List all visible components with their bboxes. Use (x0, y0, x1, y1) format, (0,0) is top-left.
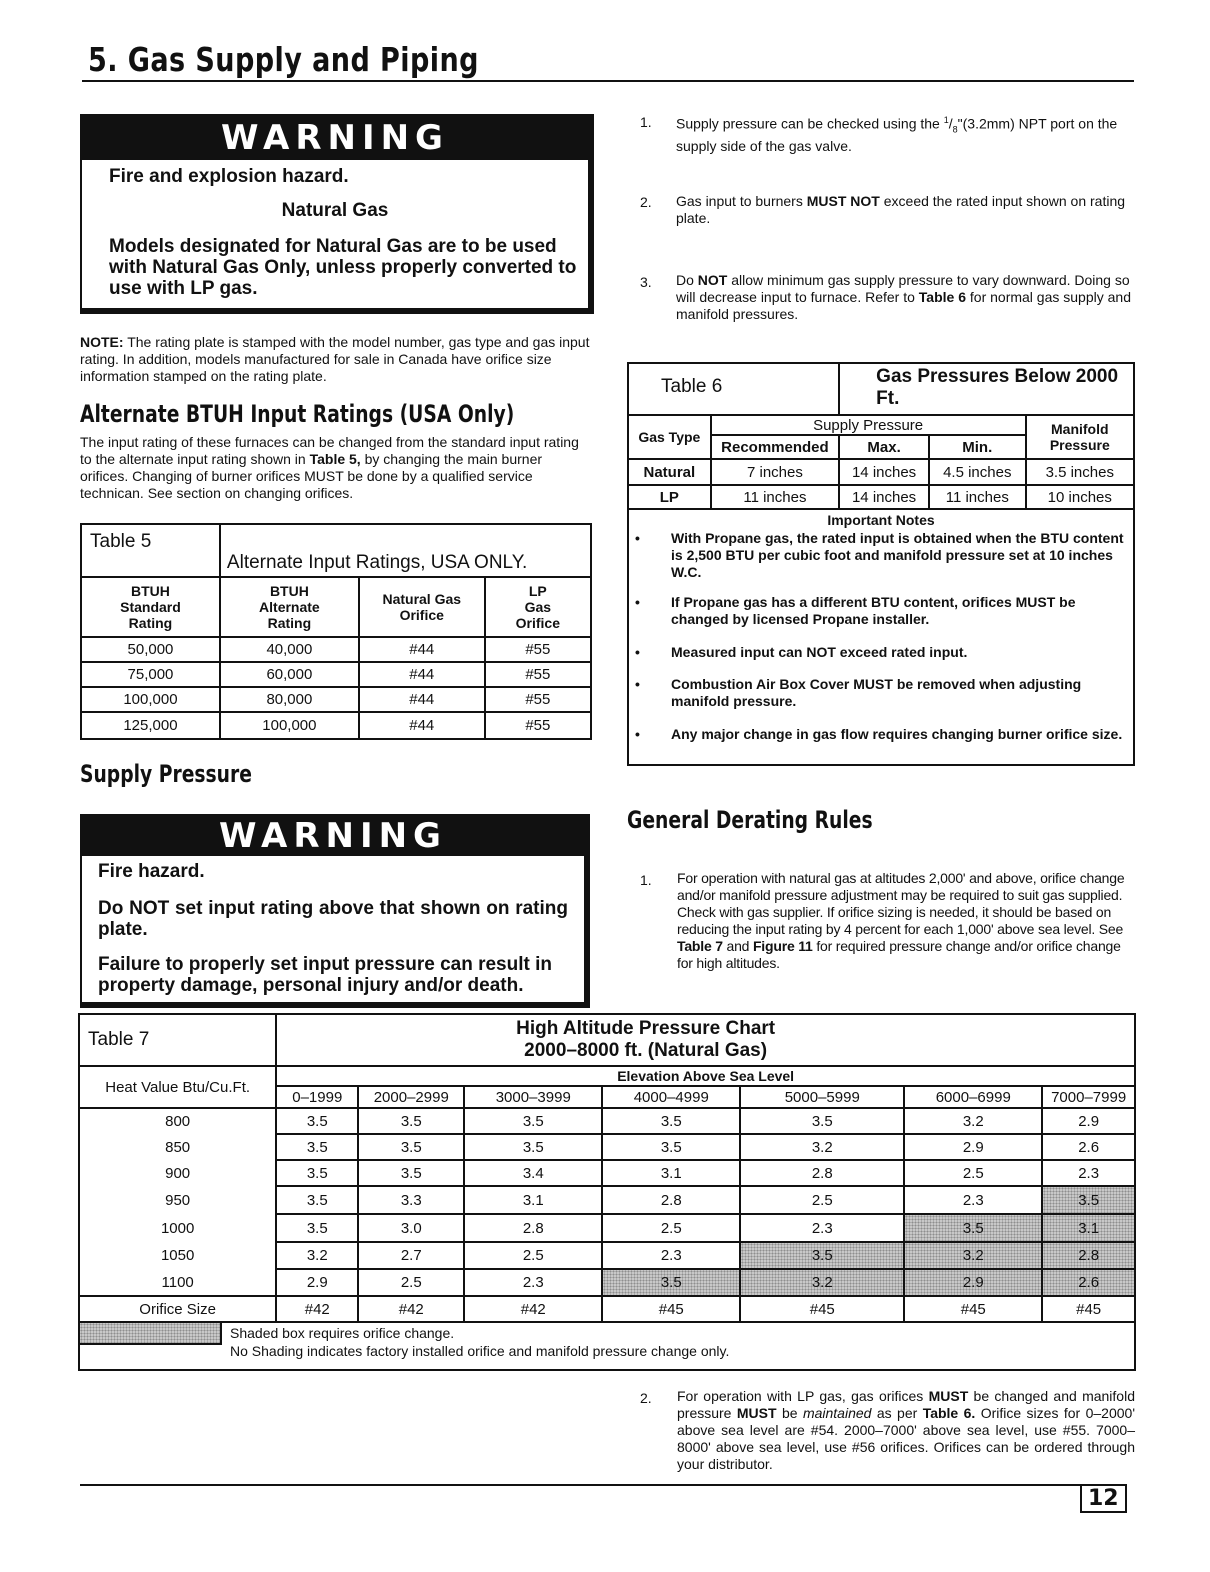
table7-cell: 3.5 (602, 1134, 740, 1160)
table7-cell: 3.4 (464, 1160, 602, 1186)
right-list-num-3: 3. (640, 274, 652, 290)
table7-orifice-cell: #42 (358, 1296, 464, 1322)
table6-cell: 11 inches (711, 485, 840, 509)
table-6 (627, 362, 1135, 766)
title-rule (82, 80, 1134, 82)
table5-header: BTUH Standard Rating (81, 577, 220, 637)
table7-cell: 3.5 (464, 1108, 602, 1134)
alt-btuh-text-a: The input rating of these furnaces can be changed from the standard input rating to the alternate input rating shown in (80, 434, 579, 467)
table7-cell: 2.3 (464, 1269, 602, 1296)
table5-cell: #44 (359, 662, 485, 687)
table6-subheader: Recommended (711, 435, 840, 459)
table6-cell: 14 inches (839, 485, 929, 509)
table7-title (276, 1014, 1135, 1066)
table5-header: Natural Gas Orifice (359, 577, 485, 637)
table7-cell: 2.9 (276, 1269, 358, 1296)
warning-1-line2: Natural Gas (281, 200, 389, 221)
note-paragraph (80, 334, 590, 385)
page-number: 12 (1080, 1484, 1127, 1513)
legend-shaded-swatch (80, 1323, 222, 1345)
derating-2-text-b: be changed and manifold pressure (677, 1388, 1135, 1421)
table7-title-line2: 2000–8000 ft. (Natural Gas) (524, 1040, 768, 1061)
table7-heat-cell: 1100 (79, 1269, 276, 1296)
derating-1-bold1: Table 7 (677, 938, 723, 954)
table5-header: LP Gas Orifice (485, 577, 591, 637)
warning-banner-1: WARNING (82, 116, 588, 160)
table7-cell-shaded: 2.8 (1042, 1242, 1135, 1269)
bullet-icon: • (635, 594, 640, 610)
derating-1-text-b: and (722, 938, 753, 954)
table5-cell: 125,000 (81, 712, 220, 739)
table7-heat-cell: 1000 (79, 1214, 276, 1242)
table7-cell: 2.3 (1042, 1160, 1135, 1186)
table7-cell: 2.3 (602, 1242, 740, 1269)
right-list-3-bold2: Table 6 (918, 289, 966, 305)
table6-cell: Natural (628, 459, 711, 485)
derating-1-bold2: Figure 11 (752, 938, 813, 954)
table7-cell: 3.0 (358, 1214, 464, 1242)
table5-cell: #44 (359, 712, 485, 739)
note-label: NOTE: (80, 334, 124, 350)
right-list-item-1: Supply pressure can be checked using the $^1/_8"(3.2mm)$ NPT port on the supply side of the gas valve. (676, 115, 1118, 155)
table6-cell: 4.5 inches (929, 459, 1026, 485)
table6-subheader: Max. (839, 435, 929, 459)
bullet-icon: • (635, 644, 640, 660)
table7-cell: 3.5 (740, 1108, 904, 1134)
table5-title: Alternate Input Ratings, USA ONLY. (220, 524, 591, 577)
table7-heat-cell: 1050 (79, 1242, 276, 1269)
legend-line1: Shaded box requires orifice change. (230, 1325, 455, 1341)
warning-1-line3: Models designated for Natural Gas are to be used with Natural Gas Only, unless properly converted to use with LP gas. (109, 236, 577, 299)
table6-notes-title: Important Notes (827, 512, 935, 528)
table5-cell: #55 (485, 687, 591, 712)
derating-item-1 (677, 870, 1135, 972)
table7-cell: 2.5 (358, 1269, 464, 1296)
table7-col-header: 7000–7999 (1042, 1086, 1135, 1108)
table7-cell: 2.7 (358, 1242, 464, 1269)
table6-note: With Propane gas, the rated input is obtained when the BTU content is 2,500 BTU per cubic foot and manifold pressure set at 10 inches W.C. (671, 530, 1124, 580)
table6-manifold-header: Manifold Pressure (1026, 415, 1134, 459)
table7-cell: 3.5 (358, 1134, 464, 1160)
right-list-3-text-c: for normal gas supply and manifold pressures. (676, 289, 1131, 322)
table7-orifice-cell: #45 (1042, 1296, 1135, 1322)
table7-cell: 3.5 (358, 1160, 464, 1186)
alt-btuh-text-b: by changing the main burner orifices. Changing of burner orifices MUST be done by a qualified service technican. See section on changing orifices. (80, 451, 543, 501)
table7-col-header: 4000–4999 (602, 1086, 740, 1108)
right-list-3-bold: NOT (697, 272, 728, 288)
table5-header: BTUH Alternate Rating (220, 577, 359, 637)
table-5 (80, 523, 592, 740)
table7-cell-shaded: 3.5 (904, 1214, 1042, 1242)
derating-2-text-d: as per (871, 1405, 923, 1421)
alt-btuh-paragraph (80, 434, 590, 502)
derating-2-text-c: be (776, 1405, 803, 1421)
table6-label: Table 6 (628, 363, 839, 415)
warning-box-2 (80, 814, 590, 1008)
table5-cell: 40,000 (220, 637, 359, 662)
table7-legend (79, 1322, 1135, 1370)
table7-cell: 2.5 (740, 1186, 904, 1214)
table7-cell: 3.5 (358, 1108, 464, 1134)
table5-cell: #55 (485, 662, 591, 687)
table5-cell: 80,000 (220, 687, 359, 712)
table6-title: Gas Pressures Below 2000 Ft. (839, 363, 1134, 415)
table7-col-header: 2000–2999 (358, 1086, 464, 1108)
table5-cell: 60,000 (220, 662, 359, 687)
right-list-num-1: 1. (640, 114, 652, 130)
derating-2-text-a: For operation with LP gas, gas orifices (677, 1388, 929, 1404)
table7-cell: 3.1 (602, 1160, 740, 1186)
warning-2-line1: Fire hazard. (98, 861, 205, 882)
table7-cell: 3.5 (276, 1108, 358, 1134)
warning-banner-2: WARNING (82, 816, 584, 856)
table5-label: Table 5 (81, 524, 220, 577)
legend-line2: No Shading indicates factory installed orifice and manifold pressure change only. (230, 1343, 730, 1359)
table7-cell-shaded: 3.1 (1042, 1214, 1135, 1242)
table7-cell: 2.5 (464, 1242, 602, 1269)
table7-cell-shaded: 3.5 (740, 1242, 904, 1269)
table6-cell: 7 inches (711, 459, 840, 485)
table7-cell-shaded: 3.2 (904, 1242, 1042, 1269)
right-list-2-text-b: exceed the rated input shown on rating plate. (676, 193, 1126, 226)
table7-cell: 3.5 (276, 1186, 358, 1214)
right-list-2-bold: MUST NOT (806, 193, 880, 209)
table7-elevation-header: Elevation Above Sea Level (276, 1066, 1135, 1086)
derating-2-italic: maintained (802, 1405, 872, 1421)
warning-box-1 (80, 114, 594, 314)
derating-item-2 (677, 1388, 1135, 1473)
derating-2-bold2: MUST (736, 1405, 777, 1421)
right-list-2-text-a: Gas input to burners (676, 193, 807, 209)
table7-cell: 2.5 (602, 1214, 740, 1242)
table7-cell-shaded: 3.5 (602, 1269, 740, 1296)
table7-cell: 3.2 (740, 1134, 904, 1160)
table5-cell: #55 (485, 712, 591, 739)
table5-cell: #44 (359, 687, 485, 712)
table7-orifice-cell: #42 (464, 1296, 602, 1322)
table7-cell: 3.5 (464, 1134, 602, 1160)
table7-heat-cell: 800 (79, 1108, 276, 1134)
table7-col-header: 6000–6999 (904, 1086, 1042, 1108)
warning-2-line3: Failure to properly set input pressure can result in property damage, personal injury and/or death. (98, 954, 552, 996)
bullet-icon: • (635, 676, 640, 692)
table7-cell: 2.9 (1042, 1108, 1135, 1134)
table6-cell: 10 inches (1026, 485, 1134, 509)
table7-cell: 3.5 (602, 1108, 740, 1134)
table7-cell-shaded: 3.5 (1042, 1186, 1135, 1214)
derating-heading: General Derating Rules (627, 806, 873, 834)
footer-rule (80, 1484, 1080, 1486)
table6-note: Any major change in gas flow requires changing burner orifice size. (671, 726, 1123, 742)
table6-cell: 14 inches (839, 459, 929, 485)
table7-orifice-label: Orifice Size (79, 1296, 276, 1322)
table7-title-line1: High Altitude Pressure Chart (516, 1018, 776, 1039)
table7-orifice-cell: #45 (602, 1296, 740, 1322)
right-list-num-2: 2. (640, 194, 652, 210)
table6-cell: LP (628, 485, 711, 509)
table6-cell: 3.5 inches (1026, 459, 1134, 485)
alt-btuh-table-ref: Table 5, (309, 451, 361, 467)
table6-note: If Propane gas has a different BTU content, orifices MUST be changed by licensed Propane installer. (671, 594, 1076, 627)
table5-cell: 100,000 (81, 687, 220, 712)
table7-cell-shaded: 2.9 (904, 1269, 1042, 1296)
table6-note: Measured input can NOT exceed rated input. (671, 644, 968, 660)
table7-cell-shaded: 3.2 (740, 1269, 904, 1296)
derating-1-text-a: For operation with natural gas at altitudes 2,000' and above, orifice change and/or manifold pressure adjustment may be required to suit gas supplied. Check with gas supplier. If orifice sizing is needed, it should be based on reducing the input rating by 4 percent for each 1,000' above sea level. See (677, 870, 1125, 937)
alt-btuh-heading: Alternate BTUH Input Ratings (USA Only) (80, 400, 515, 428)
table7-label: Table 7 (79, 1014, 276, 1066)
derating-1-text-c: for required pressure change and/or orifice change for high altitudes. (677, 938, 1121, 971)
page-title: 5. Gas Supply and Piping (88, 40, 479, 79)
table7-cell: 3.5 (276, 1160, 358, 1186)
table7-cell: 2.8 (740, 1160, 904, 1186)
table7-cell: 3.2 (276, 1242, 358, 1269)
table5-cell: #44 (359, 637, 485, 662)
right-list-item-2 (676, 193, 1136, 227)
table7-col-header: 3000–3999 (464, 1086, 602, 1108)
right-list-3-text-a: Do (676, 272, 698, 288)
table6-gas-type-header: Gas Type (628, 415, 711, 459)
table7-cell: 2.9 (904, 1134, 1042, 1160)
table6-note: Combustion Air Box Cover MUST be removed when adjusting manifold pressure. (671, 676, 1082, 709)
derating-2-text-e: Orifice sizes for 0–2000' above sea level are #54. 2000–7000' above sea level, use #55. 7000–8000' above sea level, use #56 orifices. Orifices can be ordered through your distributor. (677, 1405, 1135, 1472)
derating-num-2: 2. (640, 1390, 652, 1406)
table6-supply-header: Supply Pressure (711, 415, 1026, 435)
table6-notes-cell (628, 509, 1134, 765)
table7-cell: 3.2 (904, 1108, 1042, 1134)
warning-1-line1: Fire and explosion hazard. (109, 166, 349, 187)
table7-cell: 2.5 (904, 1160, 1042, 1186)
table7-cell: 3.1 (464, 1186, 602, 1214)
right-list-item-3 (676, 272, 1136, 323)
table6-cell: 11 inches (929, 485, 1026, 509)
table7-col-header: 5000–5999 (740, 1086, 904, 1108)
bullet-icon: • (635, 726, 640, 742)
supply-pressure-heading: Supply Pressure (80, 760, 252, 788)
bullet-icon: • (635, 530, 640, 546)
table7-cell-shaded: 2.6 (1042, 1269, 1135, 1296)
table7-cell: 3.3 (358, 1186, 464, 1214)
table5-cell: 100,000 (220, 712, 359, 739)
derating-2-bold1: MUST (928, 1388, 969, 1404)
table5-cell: 50,000 (81, 637, 220, 662)
table7-heat-header: Heat Value Btu/Cu.Ft. (79, 1066, 276, 1108)
table7-cell: 2.3 (740, 1214, 904, 1242)
table5-cell: #55 (485, 637, 591, 662)
derating-num-1: 1. (640, 872, 652, 888)
table7-orifice-cell: #45 (904, 1296, 1042, 1322)
table7-cell: 2.6 (1042, 1134, 1135, 1160)
right-list-3-text-b: allow minimum gas supply pressure to vary downward. Doing so will decrease input to furnace. Refer to (676, 272, 1130, 305)
derating-2-bold3: Table 6. (922, 1405, 976, 1421)
table-7 (78, 1013, 1136, 1371)
table7-cell: 2.8 (464, 1214, 602, 1242)
table7-orifice-cell: #45 (740, 1296, 904, 1322)
table7-col-header: 0–1999 (276, 1086, 358, 1108)
table7-heat-cell: 950 (79, 1186, 276, 1214)
table7-cell: 3.5 (276, 1214, 358, 1242)
table7-orifice-cell: #42 (276, 1296, 358, 1322)
table7-cell: 3.5 (276, 1134, 358, 1160)
warning-2-line2: Do NOT set input rating above that shown on rating plate. (98, 898, 568, 940)
table7-cell: 2.3 (904, 1186, 1042, 1214)
table7-heat-cell: 850 (79, 1134, 276, 1160)
table5-cell: 75,000 (81, 662, 220, 687)
note-text: The rating plate is stamped with the model number, gas type and gas input rating. In addition, models manufactured for sale in Canada have orifice size information stamped on the rating plate. (80, 334, 590, 384)
table7-heat-cell: 900 (79, 1160, 276, 1186)
table6-subheader: Min. (929, 435, 1026, 459)
table7-cell: 2.8 (602, 1186, 740, 1214)
